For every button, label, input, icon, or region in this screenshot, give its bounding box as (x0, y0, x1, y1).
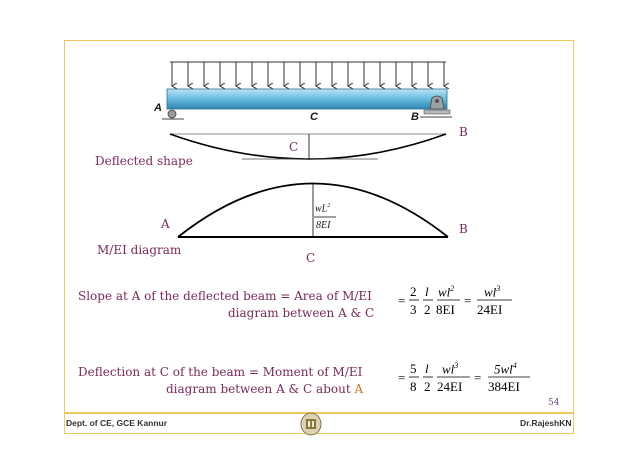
slope-f3-num (438, 285, 454, 298)
moment-label-c: C (306, 251, 316, 265)
peak-value-denominator: 8EI (316, 220, 331, 231)
deflection-f1-num: 5 (410, 361, 417, 376)
beam-label-b: B (411, 111, 419, 123)
deflected-label-b: B (459, 125, 468, 139)
beam (167, 89, 447, 109)
slope-f4-den: 24EI (477, 302, 503, 317)
slope-f3-den-text: 8EI (436, 302, 455, 317)
footer-left: Dept. of CE, GCE Kannur (66, 418, 168, 428)
distributed-load (170, 62, 446, 86)
peak-value-numerator (315, 203, 330, 214)
moment-label-b: B (459, 222, 468, 236)
moment-label-a: A (161, 217, 170, 231)
deflection-f3-den: 24EI (437, 379, 463, 394)
deflection-about-a: A (354, 382, 364, 396)
deflection-f2-num: l (425, 361, 429, 376)
deflection-f1-den: 8 (410, 379, 417, 394)
footer-right: Dr.RajeshKN (520, 418, 572, 428)
deflection-statement-line1: Deflection at C of the beam = Moment of M/EI (78, 365, 363, 379)
deflection-f4-exp: 4 (512, 361, 517, 370)
slope-f4-base: wl (484, 284, 497, 300)
deflection-line2-text: diagram between A & C about (166, 382, 355, 396)
peak-numerator-base: wL (315, 203, 328, 215)
deflected-shape (170, 134, 446, 160)
slope-f3-base: wl (438, 284, 451, 300)
slope-statement-line2: diagram between A & C (228, 306, 375, 320)
deflection-eq1: = (398, 370, 406, 385)
page-number: 54 (548, 398, 560, 408)
slope-statement-line1: Slope at A of the deflected beam = Area of M/EI (78, 289, 372, 303)
slope-eq2: = (464, 293, 472, 308)
deflection-statement-line2 (166, 383, 363, 395)
deflection-f4-den: 384EI (488, 379, 520, 394)
beam-label-a: A (154, 102, 162, 114)
deflection-f3-base: wl (442, 361, 455, 377)
deflection-f4-base: 5wl (494, 361, 513, 377)
slope-f4-exp: 3 (496, 284, 501, 293)
slope-f1-num: 2 (410, 284, 417, 299)
deflected-label-c: C (289, 140, 299, 154)
deflection-f4-num (494, 362, 517, 375)
pin-support-a (162, 110, 184, 119)
slope-f3-exp: 2 (450, 284, 455, 293)
deflection-f3-exp: 3 (454, 361, 459, 370)
slope-f1-den: 3 (410, 302, 417, 317)
slope-eq1: = (398, 293, 406, 308)
slope-f2-num: l (425, 284, 429, 299)
peak-numerator-exp: 2 (327, 203, 331, 209)
deflection-f2-den: 2 (424, 379, 431, 394)
slope-f3-den (436, 303, 455, 316)
m-ei-diagram (178, 184, 448, 238)
college-logo (301, 413, 321, 435)
beam-label-c: C (310, 111, 318, 123)
deflection-f3-num (442, 362, 458, 375)
deflection-eq2: = (474, 370, 482, 385)
moment-diagram-caption: M/EI diagram (97, 243, 182, 257)
slope-f2-den: 2 (424, 302, 431, 317)
deflected-shape-caption: Deflected shape (95, 154, 193, 168)
slope-f4-num (484, 285, 500, 298)
